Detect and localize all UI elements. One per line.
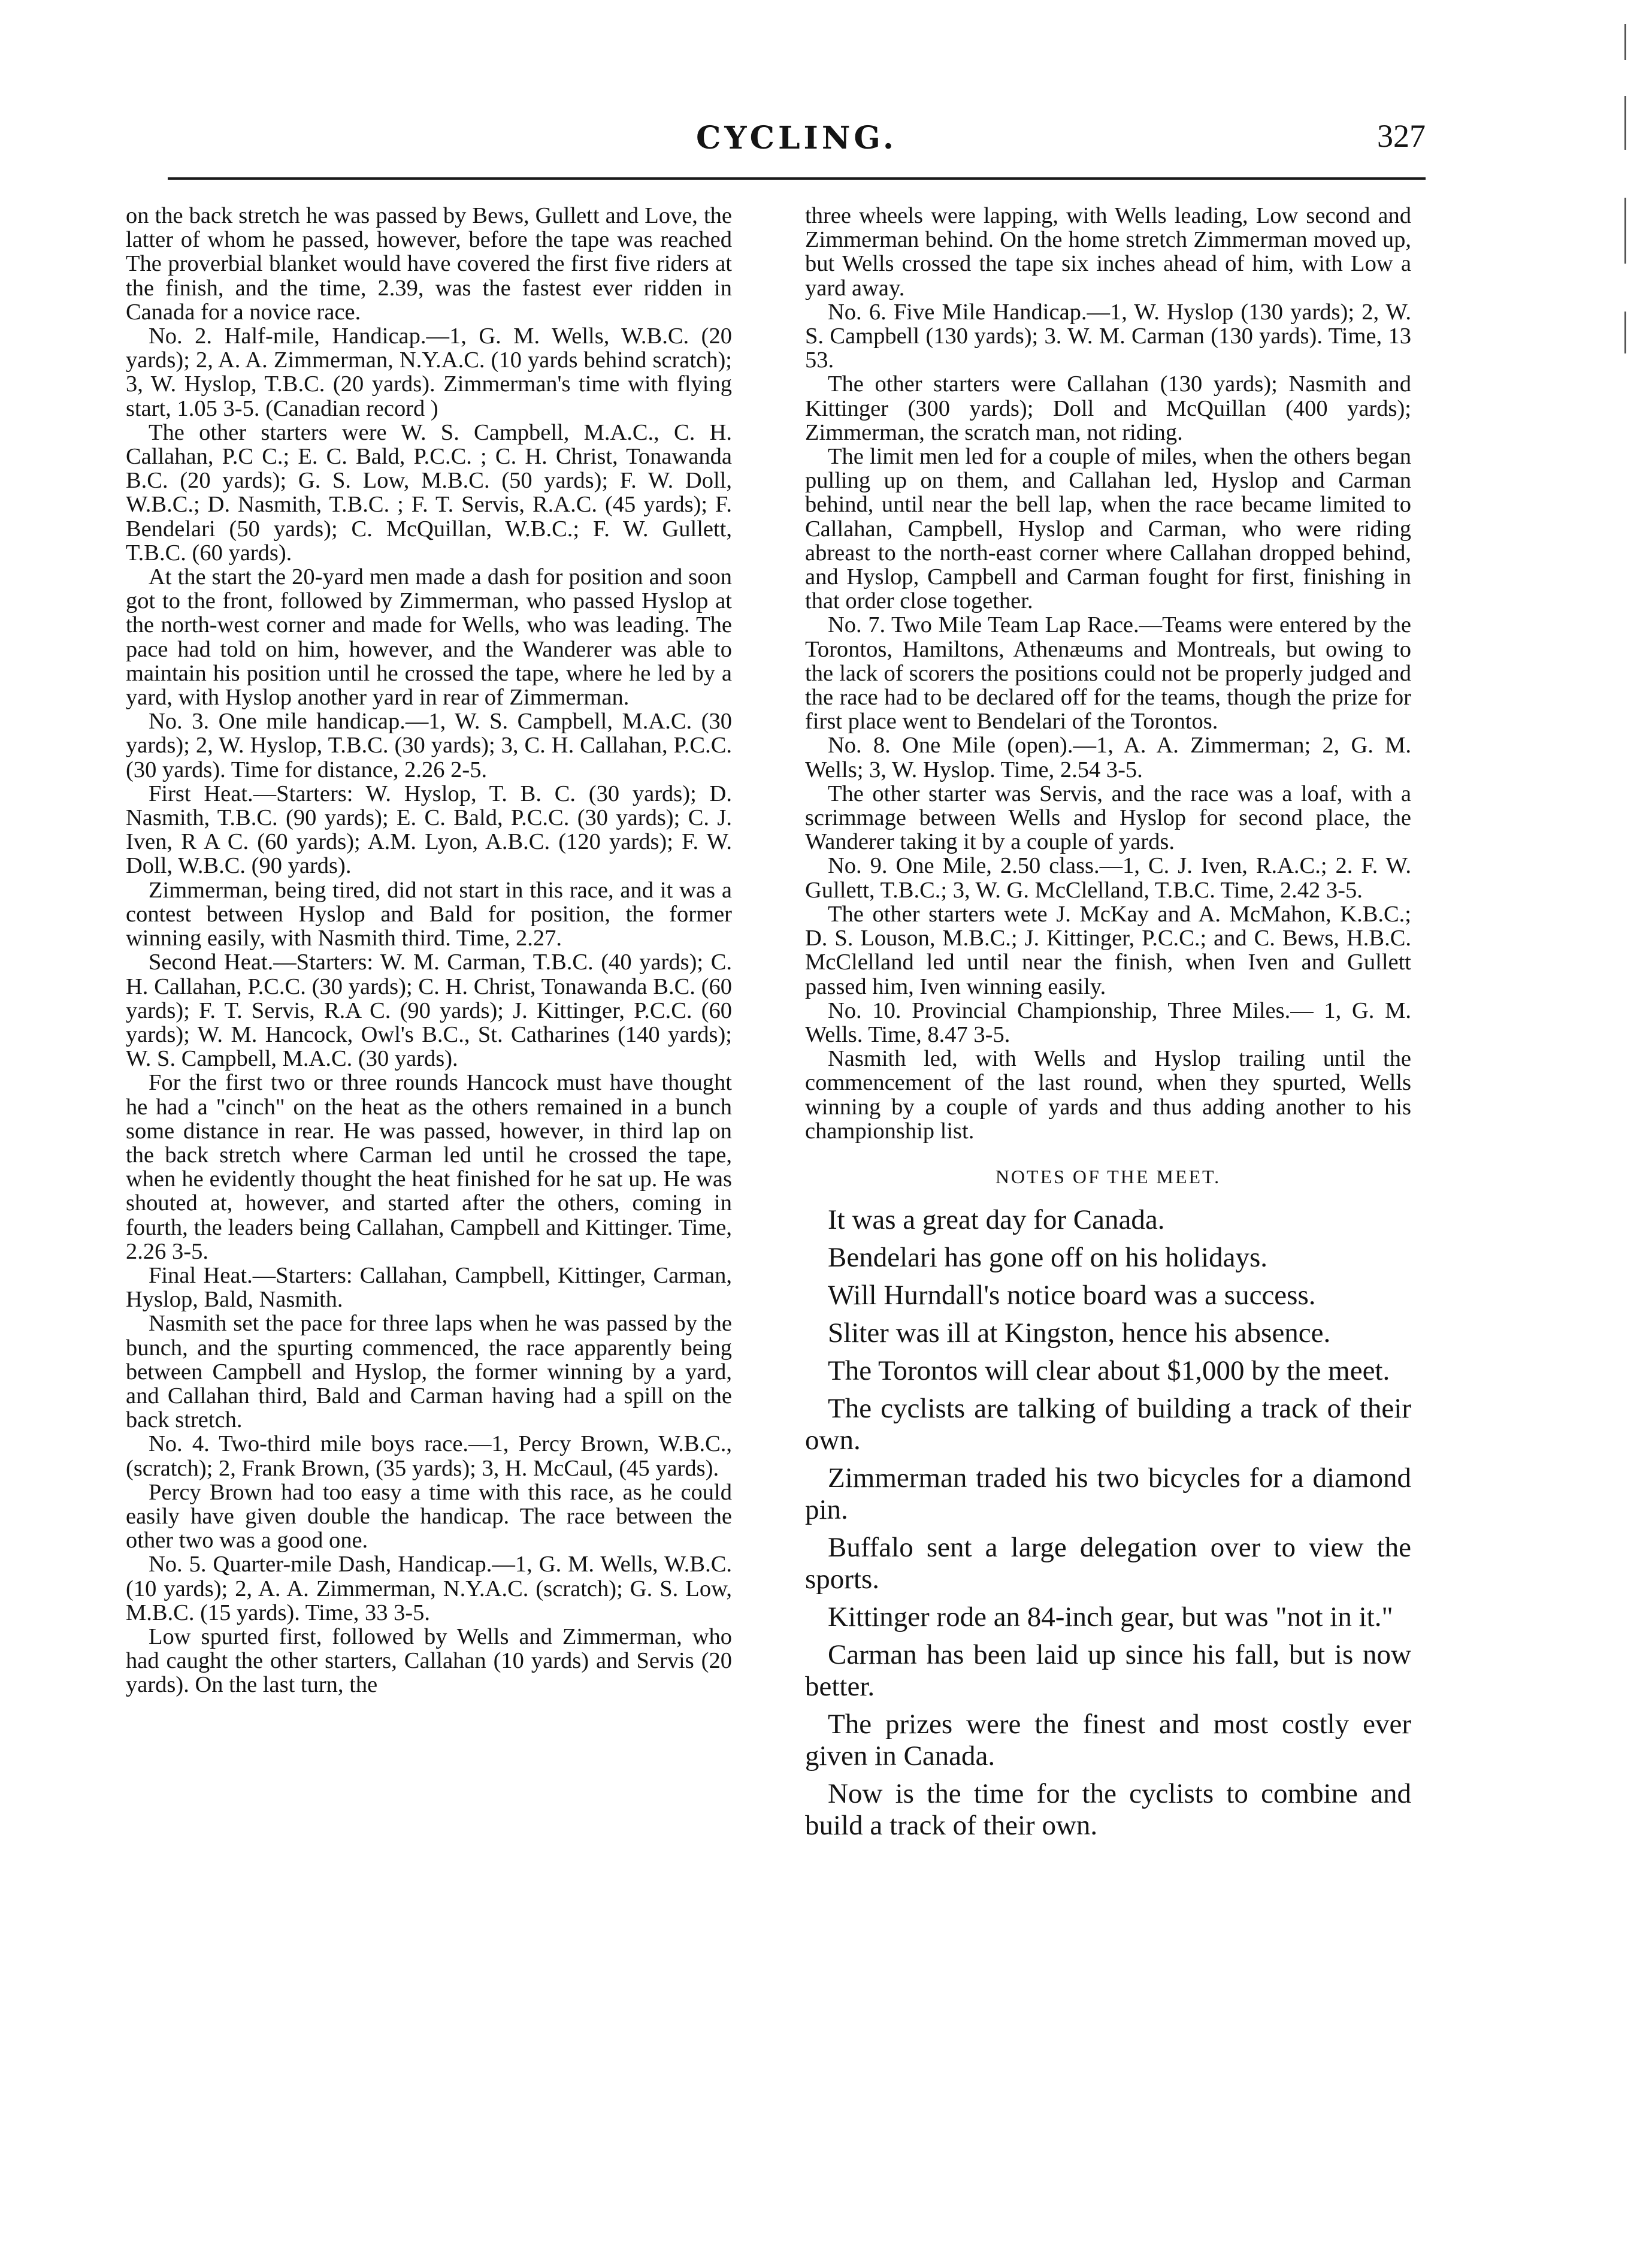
paragraph: First Heat.—Starters: W. Hyslop, T. B. C. (30 yards); D. Nasmith, T.B.C. (90 yards); E. C. Bald, P.C.C. (30 yards); C. J. Iven, R A C. (60 yards); A.M. Lyon, A.B.C. (120 yards); F. W. Doll, W.B.C. (90 yards). bbox=[126, 781, 732, 879]
right-column bbox=[805, 204, 1411, 1848]
paragraph: No. 9. One Mile, 2.50 class.—1, C. J. Iven, R.A.C.; 2. F. W. Gullett, T.B.C.; 3, W. G. McClelland, T.B.C. Time, 2.42 3-5. bbox=[805, 853, 1411, 903]
margin-scan-mark bbox=[1624, 96, 1626, 150]
paragraph: Second Heat.—Starters: W. M. Carman, T.B.C. (40 yards); C. H. Callahan, P.C.C. (30 yards); C. H. Christ, Tonawanda B.C. (60 yards); F. T. Servis, R.A C. (90 yards); J. Kittinger, P.C.C. (60 yards); W. M. Hancock, Owl's B.C., St. Catharines (140 yards); W. S. Campbell, M.A.C. (30 yards). bbox=[126, 950, 732, 1072]
paragraph: No. 2. Half-mile, Handicap.—1, G. M. Wells, W.B.C. (20 yards); 2, A. A. Zimmerman, N.Y.A.C. (10 yards behind scratch); 3, W. Hyslop, T.B.C. (20 yards). Zimmerman's time with flying start, 1.05 3-5. (Canadian record ) bbox=[126, 324, 732, 421]
note-item: The Torontos will clear about $1,000 by the meet. bbox=[828, 1355, 1390, 1387]
notes-heading: NOTES OF THE MEET. bbox=[995, 1165, 1221, 1187]
header-rule bbox=[168, 177, 1426, 180]
note-item: Will Hurndall's notice board was a success. bbox=[828, 1280, 1316, 1311]
note-item: Kittinger rode an 84-inch gear, but was "not in it." bbox=[828, 1601, 1393, 1633]
paragraph: At the start the 20-yard men made a dash for position and soon got to the front, followed by Zimmerman, who passed Hyslop at the north-west corner and made for Wells, who was leading. The pace had told on him, however, and the Wanderer was able to maintain his position until he crossed the tape, where he led by a yard, with Hyslop another yard in rear of Zimmerman. bbox=[126, 564, 732, 711]
paragraph: The other starters wete J. McKay and A. McMahon, K.B.C.; D. S. Louson, M.B.C.; J. Kittinger, P.C.C.; and C. Bews, H.B.C. McClelland led until near the finish, when Iven and Gullett passed him, Iven winning easily. bbox=[805, 901, 1411, 999]
paragraph: Nasmith set the pace for three laps when he was passed by the bunch, and the spurting commenced, the race apparently being between Campbell and Hyslop, the former winning by a yard, and Callahan third, Bald and Carman having had a spill on the back stretch. bbox=[126, 1311, 732, 1433]
note-item: Buffalo sent a large delegation over to view the sports. bbox=[805, 1532, 1411, 1595]
paragraph: The other starters were Callahan (130 yards); Nasmith and Kittinger (300 yards); Doll and McQuillan (400 yards); Zimmerman, the scratch man, not riding. bbox=[805, 371, 1411, 445]
notes-list bbox=[805, 1204, 1411, 1842]
note-item: It was a great day for Canada. bbox=[828, 1204, 1165, 1236]
paragraph: No. 5. Quarter-mile Dash, Handicap.—1, G. M. Wells, W.B.C. (10 yards); 2, A. A. Zimmerman, N.Y.A.C. (scratch); G. S. Low, M.B.C. (15 yards). Time, 33 3-5. bbox=[126, 1552, 732, 1625]
left-column bbox=[126, 204, 732, 1697]
paragraph: No. 10. Provincial Championship, Three Miles.— 1, G. M. Wells. Time, 8.47 3-5. bbox=[805, 997, 1411, 1047]
paragraph: three wheels were lapping, with Wells leading, Low second and Zimmerman behind. On the home stretch Zimmerman moved up, but Wells crossed the tape six inches ahead of him, with Low a yard away. bbox=[805, 203, 1411, 301]
note-item: Zimmerman traded his two bicycles for a diamond pin. bbox=[805, 1462, 1411, 1526]
paragraph: No. 7. Two Mile Team Lap Race.—Teams were entered by the Torontos, Hamiltons, Athenæums and Montreals, but owing to the lack of scorers the positions could not be properly judged and the race had to be declared off for the teams, though the prize for first place went to Bendelari of the Torontos. bbox=[805, 612, 1411, 734]
paragraph: Percy Brown had too easy a time with this race, as he could easily have given double the handicap. The race between the other two was a good one. bbox=[126, 1479, 732, 1553]
margin-scan-mark bbox=[1624, 24, 1626, 60]
paragraph: Zimmerman, being tired, did not start in this race, and it was a contest between Hyslop and Bald for position, the former winning easily, with Nasmith third. Time, 2.27. bbox=[126, 877, 732, 951]
note-item: The prizes were the finest and most costly ever given in Canada. bbox=[805, 1709, 1411, 1772]
paragraph: No. 8. One Mile (open).—1, A. A. Zimmerman; 2, G. M. Wells; 3, W. Hyslop. Time, 2.54 3-5. bbox=[805, 733, 1411, 782]
paragraph: The other starters were W. S. Campbell, M.A.C., C. H. Callahan, P.C C.; E. C. Bald, P.C.C. ; C. H. Christ, Tonawanda B.C. (20 yards); G. S. Low, M.B.C. (50 yards); F. W. Doll, W.B.C.; D. Nasmith, T.B.C. ; F. T. Servis, R.A.C. (45 yards); F. Bendelari (50 yards); C. McQuillan, W.B.C.; F. W. Gullett, T.B.C. (60 yards). bbox=[126, 419, 732, 566]
paragraph: Final Heat.—Starters: Callahan, Campbell, Kittinger, Carman, Hyslop, Bald, Nasmith. bbox=[126, 1262, 732, 1313]
note-item: Carman has been laid up since his fall, but is now better. bbox=[805, 1639, 1411, 1703]
note-item: Now is the time for the cyclists to combine and build a track of their own. bbox=[805, 1778, 1411, 1842]
margin-scan-mark bbox=[1624, 198, 1626, 264]
page-header bbox=[168, 117, 1426, 183]
paragraph: Nasmith led, with Wells and Hyslop trailing until the commencement of the last round, when they spurted, Wells winning by a couple of yards and thus adding another to his championship list. bbox=[805, 1046, 1411, 1144]
paragraph: No. 4. Two-third mile boys race.—1, Percy Brown, W.B.C., (scratch); 2, Frank Brown, (35 yards); 3, H. McCaul, (45 yards). bbox=[126, 1431, 732, 1481]
paragraph: For the first two or three rounds Hancock must have thought he had a "cinch" on the heat as the others remained in a bunch some distance in rear. He was passed, however, in third lap on the back stretch where Carman led until he crossed the tape, when he evidently thought the heat finished for he sat up. He was shouted at, however, and started after the others, coming in fourth, the leaders being Callahan, Campbell and Kittinger. Time, 2.26 3-5. bbox=[126, 1070, 732, 1264]
paragraph: No. 6. Five Mile Handicap.—1, W. Hyslop (130 yards); 2, W. S. Campbell (130 yards); 3. W. M. Carman (130 yards). Time, 13 53. bbox=[805, 299, 1411, 373]
note-item: The cyclists are talking of building a track of their own. bbox=[805, 1393, 1411, 1456]
margin-scan-mark bbox=[1624, 312, 1626, 353]
paragraph: on the back stretch he was passed by Bews, Gullett and Love, the latter of whom he passed, however, before the tape was reached The proverbial blanket would have covered the first five riders at the finish, and the time, 2.39, was the fastest ever ridden in Canada for a novice race. bbox=[126, 203, 732, 325]
page-number: 327 bbox=[1377, 118, 1426, 154]
paragraph: The limit men led for a couple of miles, when the others began pulling up on them, and Callahan led, Hyslop and Carman behind, until near the bell lap, when the race became limited to Callahan, Campbell, Hyslop and Carman, who were riding abreast to the north-east corner where Callahan dropped behind, and Hyslop, Campbell and Carman fought for first, finishing in that order close together. bbox=[805, 444, 1411, 614]
paragraph: Low spurted first, followed by Wells and Zimmerman, who had caught the other starters, Callahan (10 yards) and Servis (20 yards). On the last turn, the bbox=[126, 1624, 732, 1698]
note-item: Sliter was ill at Kingston, hence his absence. bbox=[828, 1317, 1331, 1349]
running-title: CYCLING. bbox=[695, 120, 898, 156]
paragraph: The other starter was Servis, and the race was a loaf, with a scrimmage between Wells and Hyslop for second place, the Wanderer taking it by a couple of yards. bbox=[805, 781, 1411, 855]
paragraph: No. 3. One mile handicap.—1, W. S. Campbell, M.A.C. (30 yards); 2, W. Hyslop, T.B.C. (30 yards); 3, C. H. Callahan, P.C.C. (30 yards). Time for distance, 2.26 2-5. bbox=[126, 709, 732, 782]
note-item: Bendelari has gone off on his holidays. bbox=[828, 1242, 1268, 1274]
